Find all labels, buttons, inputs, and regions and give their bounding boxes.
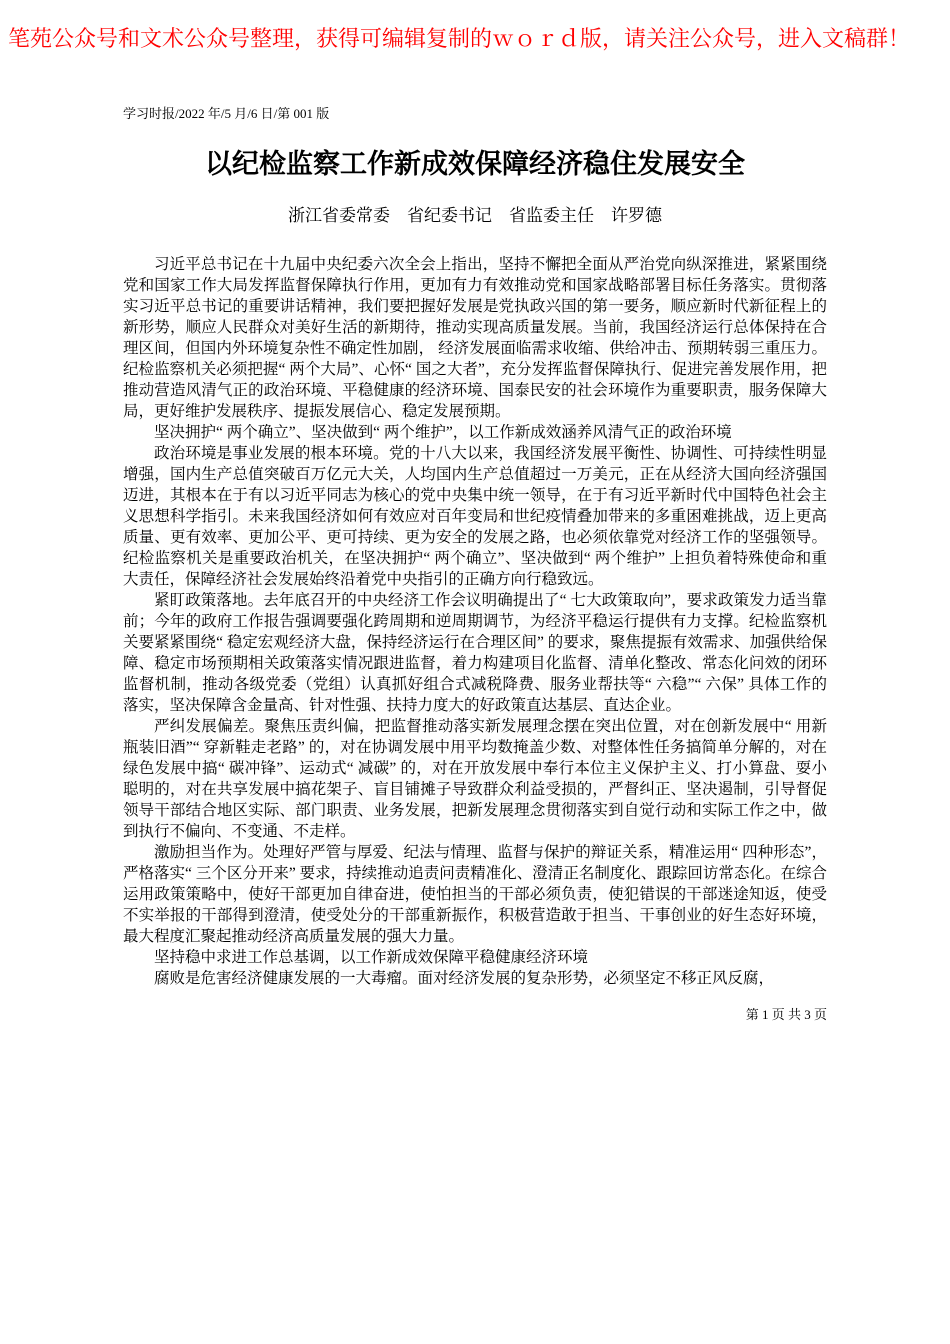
article-paragraph: 腐败是危害经济健康发展的一大毒瘤。面对经济发展的复杂形势，必须坚定不移正风反腐， <box>154 970 775 987</box>
article-paragraph: 习近平总书记在十九届中央纪委六次全会上指出，坚持不懈把全面从严治党向纵深推进，紧紧围绕党和国家工作大局发挥监督保障执行作用，更加有力有效推动党和国家战略部署目标任务落实。贯彻落实习近平总书记的重要讲话精神，我们要把握好发展是党执政兴国的第一要务，顺应新时代新征程上的新形势，顺应人民群众对美好生活的新期待，推动实现高质量发展。当前，我国经济运行总体保持在合理区间，但国内外环境复杂性不确定性加剧， 经济发展面临需求收缩、供给冲击、预期转弱三重压力。纪检监察机关必须把握“ 两个大局”、心怀“ 国之大者”，充分发挥监督保障执行、促进完善发展作用，把推动营造风清气正的政治环境、平稳健康的经济环境、国泰民安的社会环境作为重要职责，服务保障大局，更好维护发展秩序、提振发展信心、稳定发展预期。 <box>123 256 827 420</box>
promo-banner: 笔苑公众号和文术公众号整理，获得可编辑复制的ｗｏｒｄ版，请关注公众号，进入文稿群！ <box>8 26 911 51</box>
article-paragraph: 政治环境是事业发展的根本环境。党的十八大以来，我国经济发展平衡性、协调性、可持续性明显增强，国内生产总值突破百万亿元大关，人均国内生产总值超过一万美元，正在从经济大国向经济强国迈进，其根本在于有以习近平同志为核心的党中央集中统一领导，在于有习近平新时代中国特色社会主义思想科学指引。未来我国经济如何有效应对百年变局和世纪疫情叠加带来的多重困难挑战，迈上更高质量、更有效率、更加公平、更可持续、更为安全的发展之路，也必须依靠党对经济工作的坚强领导。纪检监察机关是重要政治机关，在坚决拥护“ 两个确立”、坚决做到“ 两个维护” 上担负着特殊使命和重大责任，保障经济社会发展始终沿着党中央指引的正确方向行稳致远。 <box>123 445 827 588</box>
article-paragraph: 坚决拥护“ 两个确立”、坚决做到“ 两个维护”，以工作新成效涵养风清气正的政治环境 <box>154 424 732 441</box>
article-paragraph: 坚持稳中求进工作总基调，以工作新成效保障平稳健康经济环境 <box>154 949 589 966</box>
article-paragraph: 紧盯政策落地。去年底召开的中央经济工作会议明确提出了“ 七大政策取向”，要求政策发力适当靠前；今年的政府工作报告强调要强化跨周期和逆周期调节，为经济平稳运行提供有力支撑。纪检监察机关要紧紧围绕“ 稳定宏观经济大盘，保持经济运行在合理区间” 的要求，聚焦提振有效需求、加强供给保障、稳定市场预期相关政策落实情况跟进监督，着力构建项目化监督、清单化整改、常态化问效的闭环监督机制，推动各级党委（党组）认真抓好组合式减税降费、服务业帮扶等“ 六稳”“ 六保” 具体工作的落实，坚决保障含金量高、针对性强、扶持力度大的好政策直达基层、直达企业。 <box>123 592 827 714</box>
page-number: 第 1 页 共 3 页 <box>745 1007 827 1022</box>
article-page <box>123 106 827 1023</box>
article-title: 以纪检监察工作新成效保障经济稳住发展安全 <box>205 149 745 179</box>
article-paragraph: 严纠发展偏差。聚焦压责纠偏，把监督推动落实新发展理念摆在突出位置，对在创新发展中“ 用新瓶装旧酒”“ 穿新鞋走老路” 的，对在协调发展中用平均数掩盖少数、对整体性任务搞简单分解的，对在绿色发展中搞“ 碳冲锋”、运动式“ 减碳” 的，对在开放发展中奉行本位主义保护主义、打小算盘、耍小聪明的，对在共享发展中搞花架子、盲目铺摊子导致群众利益受损的，严督纠正、坚决遏制，引导督促领导干部结合地区实际、部门职责、业务发展，把新发展理念贯彻落实到自觉行动和实际工作之中，做到执行不偏向、不变通、不走样。 <box>123 718 827 840</box>
article-body <box>123 254 827 989</box>
publication-info: 学习时报/2022 年/5 月/6 日/第 001 版 <box>123 106 330 121</box>
article-byline: 浙江省委常委 省纪委书记 省监委主任 许罗德 <box>288 206 662 225</box>
article-paragraph: 激励担当作为。处理好严管与厚爱、纪法与情理、监督与保护的辩证关系，精准运用“ 四种形态”，严格落实“ 三个区分开来” 要求，持续推动追责问责精准化、澄清正名制度化、跟踪回访常态化。在综合运用政策策略中，使好干部更加自律奋进，使怕担当的干部必须负责，使犯错误的干部迷途知返，使受不实举报的干部得到澄清，使受处分的干部重新振作，积极营造敢于担当、干事创业的好生态好环境，最大程度汇聚起推动经济高质量发展的强大力量。 <box>123 844 827 945</box>
